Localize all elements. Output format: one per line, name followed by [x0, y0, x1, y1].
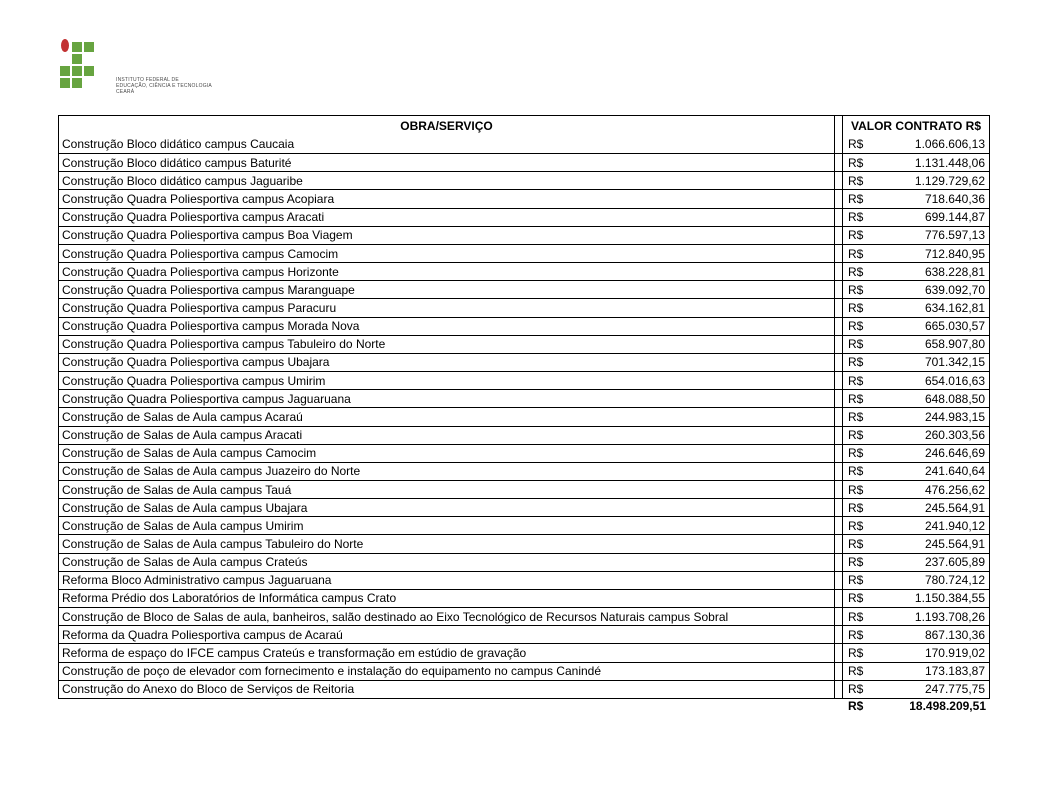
ifce-logo-icon [60, 42, 94, 88]
obra-cell: Construção de poço de elevador com fornecimento e instalação do equipamento no campus Canindé [59, 663, 835, 680]
currency-symbol: R$ [848, 409, 864, 424]
contract-value: 244.983,15 [924, 409, 985, 424]
valor-cell [842, 154, 989, 171]
currency-symbol: R$ [848, 464, 864, 479]
table-row [59, 262, 989, 280]
total-valor-cell [843, 697, 990, 715]
obra-cell: Construção de Salas de Aula campus Ubajara [59, 499, 835, 516]
table-header-row [59, 116, 989, 135]
contract-value: 170.919,02 [924, 645, 985, 660]
spacer-cell [835, 517, 842, 534]
table-row [59, 498, 989, 516]
contract-value: 776.597,13 [924, 228, 985, 243]
currency-symbol: R$ [848, 682, 864, 697]
obra-cell: Construção de Bloco de Salas de aula, banheiros, salão destinado ao Eixo Tecnológico de Recursos Naturais campus Sobral [59, 608, 835, 625]
obra-cell: Reforma Bloco Administrativo campus Jaguaruana [59, 572, 835, 589]
table-row [59, 426, 989, 444]
contract-value: 241.940,12 [924, 518, 985, 533]
currency-symbol: R$ [848, 645, 864, 660]
currency-symbol: R$ [848, 210, 864, 225]
table-row [59, 298, 989, 316]
spacer-cell [835, 644, 842, 661]
table-row [59, 553, 989, 571]
institution-line: EDUCAÇÃO, CIÊNCIA E TECNOLOGIA [116, 83, 212, 89]
spacer-cell [835, 318, 842, 335]
obra-cell: Construção de Salas de Aula campus Tabuleiro do Norte [59, 535, 835, 552]
obra-cell: Construção de Salas de Aula campus Camocim [59, 445, 835, 462]
spacer-cell [835, 172, 842, 189]
spacer-cell [835, 190, 842, 207]
currency-symbol: R$ [848, 446, 864, 461]
obra-cell: Construção Quadra Poliesportiva campus Umirim [59, 372, 835, 389]
spacer-cell [835, 390, 842, 407]
currency-symbol: R$ [848, 518, 864, 533]
contract-value: 1.193.708,26 [914, 609, 985, 624]
currency-symbol: R$ [848, 555, 864, 570]
table-row [59, 516, 989, 534]
currency-symbol: R$ [848, 355, 864, 370]
valor-cell [842, 481, 989, 498]
spacer-cell [835, 372, 842, 389]
valor-cell [842, 626, 989, 643]
spacer-cell [835, 572, 842, 589]
valor-cell [842, 517, 989, 534]
contract-value: 634.162,81 [924, 300, 985, 315]
institution-name [116, 77, 212, 95]
valor-cell [842, 445, 989, 462]
table-row [59, 643, 989, 661]
table-row [59, 534, 989, 552]
spacer-cell [835, 209, 842, 226]
currency-symbol: R$ [848, 609, 864, 624]
contract-value: 245.564,91 [924, 537, 985, 552]
obra-cell: Construção Bloco didático campus Jaguaribe [59, 172, 835, 189]
obra-cell: Reforma da Quadra Poliesportiva campus de Acaraú [59, 626, 835, 643]
spacer-cell [835, 681, 842, 698]
spacer-cell [835, 554, 842, 571]
obra-cell: Construção de Salas de Aula campus Juazeiro do Norte [59, 463, 835, 480]
obra-cell: Construção Quadra Poliesportiva campus Paracuru [59, 299, 835, 316]
currency-symbol: R$ [848, 173, 864, 188]
logo-red-dot [61, 39, 69, 52]
table-row [59, 662, 989, 680]
total-currency-symbol: R$ [848, 699, 864, 713]
contract-value: 247.775,75 [924, 682, 985, 697]
total-row [58, 697, 990, 715]
table-row [59, 625, 989, 643]
valor-cell [842, 318, 989, 335]
spacer-cell [835, 626, 842, 643]
spacer-cell [835, 336, 842, 353]
table-row [59, 589, 989, 607]
spacer-cell [835, 663, 842, 680]
obra-cell: Construção de Salas de Aula campus Acaraú [59, 408, 835, 425]
institution-line: CEARÁ [116, 89, 135, 95]
contract-value: 1.131.448,06 [914, 155, 985, 170]
currency-symbol: R$ [848, 155, 864, 170]
obra-cell: Construção de Salas de Aula campus Tauá [59, 481, 835, 498]
spacer-cell [835, 445, 842, 462]
valor-cell [842, 572, 989, 589]
currency-symbol: R$ [848, 573, 864, 588]
table-row [59, 244, 989, 262]
currency-symbol: R$ [848, 627, 864, 642]
valor-cell [842, 463, 989, 480]
table-row [59, 389, 989, 407]
valor-cell [842, 190, 989, 207]
spacer-cell [835, 408, 842, 425]
currency-symbol: R$ [848, 391, 864, 406]
contract-value: 246.646,69 [924, 446, 985, 461]
contract-value: 638.228,81 [924, 264, 985, 279]
obra-cell: Construção Quadra Poliesportiva campus Maranguape [59, 281, 835, 298]
valor-cell [842, 681, 989, 698]
spacer-cell [835, 263, 842, 280]
table-row [59, 371, 989, 389]
spacer-cell [835, 116, 842, 135]
table-row [59, 480, 989, 498]
valor-cell [842, 336, 989, 353]
currency-symbol: R$ [848, 337, 864, 352]
table-row [59, 462, 989, 480]
obra-cell: Construção de Salas de Aula campus Crateús [59, 554, 835, 571]
contracts-table [58, 115, 990, 699]
obra-cell: Construção de Salas de Aula campus Umirim [59, 517, 835, 534]
institution-line: INSTITUTO FEDERAL DE [116, 77, 179, 83]
spacer-cell [835, 299, 842, 316]
spacer-cell [835, 481, 842, 498]
contract-value: 780.724,12 [924, 573, 985, 588]
spacer-cell [835, 590, 842, 607]
valor-cell [842, 209, 989, 226]
valor-cell [842, 372, 989, 389]
contract-value: 699.144,87 [924, 210, 985, 225]
spacer-cell [835, 608, 842, 625]
obra-cell: Construção Quadra Poliesportiva campus Tabuleiro do Norte [59, 336, 835, 353]
column-header-obra-servico: OBRA/SERVIÇO [59, 116, 835, 135]
obra-cell: Construção Bloco didático campus Caucaia [59, 135, 835, 153]
obra-cell: Construção Quadra Poliesportiva campus Camocim [59, 245, 835, 262]
valor-cell [842, 263, 989, 280]
currency-symbol: R$ [848, 373, 864, 388]
currency-symbol: R$ [848, 537, 864, 552]
contract-value: 245.564,91 [924, 500, 985, 515]
obra-cell: Construção Quadra Poliesportiva campus Morada Nova [59, 318, 835, 335]
spacer-cell [835, 499, 842, 516]
valor-cell [842, 663, 989, 680]
contract-value: 1.066.606,13 [914, 137, 985, 152]
table-row [59, 680, 989, 698]
valor-cell [842, 135, 989, 153]
contract-value: 701.342,15 [924, 355, 985, 370]
currency-symbol: R$ [848, 137, 864, 152]
obra-cell: Construção Bloco didático campus Baturité [59, 154, 835, 171]
obra-cell: Construção Quadra Poliesportiva campus Boa Viagem [59, 227, 835, 244]
contract-value: 648.088,50 [924, 391, 985, 406]
spacer-cell [835, 427, 842, 444]
valor-cell [842, 245, 989, 262]
valor-cell [842, 590, 989, 607]
valor-cell [842, 499, 989, 516]
valor-cell [842, 608, 989, 625]
spacer-cell [835, 535, 842, 552]
table-row [59, 407, 989, 425]
currency-symbol: R$ [848, 664, 864, 679]
valor-cell [842, 535, 989, 552]
currency-symbol: R$ [848, 228, 864, 243]
obra-cell: Construção Quadra Poliesportiva campus Jaguaruana [59, 390, 835, 407]
spacer-cell [835, 281, 842, 298]
spacer-cell [835, 245, 842, 262]
table-row [59, 280, 989, 298]
obra-cell: Construção Quadra Poliesportiva campus Aracati [59, 209, 835, 226]
contract-value: 658.907,80 [924, 337, 985, 352]
currency-symbol: R$ [848, 246, 864, 261]
currency-symbol: R$ [848, 264, 864, 279]
currency-symbol: R$ [848, 300, 864, 315]
table-row [59, 171, 989, 189]
valor-cell [842, 427, 989, 444]
table-row [59, 189, 989, 207]
table-row [59, 607, 989, 625]
table-row [59, 571, 989, 589]
contract-value: 654.016,63 [924, 373, 985, 388]
table-row [59, 153, 989, 171]
contract-value: 665.030,57 [924, 319, 985, 334]
table-row [59, 317, 989, 335]
valor-cell [842, 354, 989, 371]
obra-cell: Construção de Salas de Aula campus Aracati [59, 427, 835, 444]
valor-cell [842, 299, 989, 316]
contract-value: 476.256,62 [924, 482, 985, 497]
table-row [59, 226, 989, 244]
table-row [59, 353, 989, 371]
spacer-cell [835, 154, 842, 171]
valor-cell [842, 390, 989, 407]
table-body [59, 135, 989, 698]
contract-value: 237.605,89 [924, 555, 985, 570]
contract-value: 1.129.729,62 [914, 173, 985, 188]
currency-symbol: R$ [848, 282, 864, 297]
obra-cell: Construção Quadra Poliesportiva campus Acopiara [59, 190, 835, 207]
contract-value: 173.183,87 [924, 664, 985, 679]
contract-value: 241.640,64 [924, 464, 985, 479]
valor-cell [842, 554, 989, 571]
contract-value: 639.092,70 [924, 282, 985, 297]
currency-symbol: R$ [848, 428, 864, 443]
table-row [59, 335, 989, 353]
currency-symbol: R$ [848, 591, 864, 606]
table-row [59, 444, 989, 462]
currency-symbol: R$ [848, 192, 864, 207]
total-contract-value: 18.498.209,51 [909, 699, 986, 713]
obra-cell: Construção Quadra Poliesportiva campus Ubajara [59, 354, 835, 371]
column-header-valor-contrato: VALOR CONTRATO R$ [842, 116, 989, 135]
currency-symbol: R$ [848, 319, 864, 334]
obra-cell: Reforma Prédio dos Laboratórios de Informática campus Crato [59, 590, 835, 607]
valor-cell [842, 281, 989, 298]
valor-cell [842, 408, 989, 425]
spacer-cell [835, 354, 842, 371]
contract-value: 718.640,36 [924, 192, 985, 207]
contract-value: 867.130,36 [924, 627, 985, 642]
contract-value: 260.303,56 [924, 428, 985, 443]
spacer-cell [835, 227, 842, 244]
table-row [59, 135, 989, 153]
obra-cell: Construção do Anexo do Bloco de Serviços de Reitoria [59, 681, 835, 698]
obra-cell: Reforma de espaço do IFCE campus Crateús e transformação em estúdio de gravação [59, 644, 835, 661]
valor-cell [842, 644, 989, 661]
currency-symbol: R$ [848, 500, 864, 515]
table-row [59, 208, 989, 226]
obra-cell: Construção Quadra Poliesportiva campus Horizonte [59, 263, 835, 280]
spacer-cell [835, 135, 842, 153]
spacer-cell [835, 463, 842, 480]
currency-symbol: R$ [848, 482, 864, 497]
contract-value: 712.840,95 [924, 246, 985, 261]
contract-value: 1.150.384,55 [914, 591, 985, 606]
ifce-logo [60, 42, 260, 97]
valor-cell [842, 227, 989, 244]
valor-cell [842, 172, 989, 189]
